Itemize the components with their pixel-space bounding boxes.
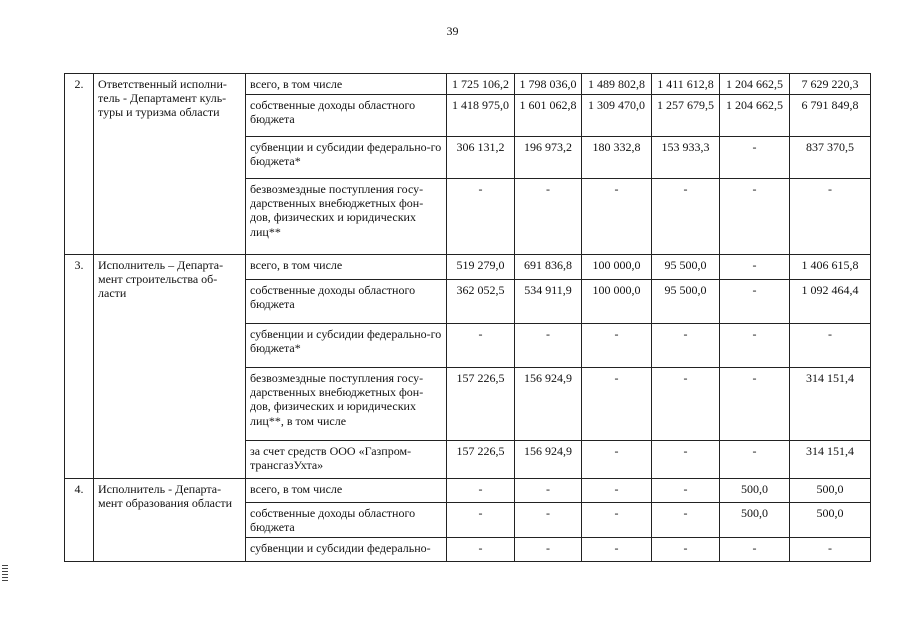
amount-cell: - (652, 324, 720, 368)
amount-cell: 1 489 802,8 (582, 74, 652, 95)
amount-cell: - (652, 179, 720, 255)
funding-source-label: собственные доходы областного бюджета (246, 95, 447, 137)
amount-cell: 95 500,0 (652, 255, 720, 280)
amount-cell: 519 279,0 (447, 255, 515, 280)
amount-cell: 1 798 036,0 (515, 74, 582, 95)
table-body (65, 74, 871, 562)
amount-cell: - (582, 179, 652, 255)
amount-cell: - (720, 280, 790, 324)
amount-cell: 500,0 (720, 479, 790, 503)
amount-cell: 1 411 612,8 (652, 74, 720, 95)
amount-cell: 691 836,8 (515, 255, 582, 280)
amount-cell: - (582, 538, 652, 562)
funding-source-label: собственные доходы областного бюджета (246, 280, 447, 324)
amount-cell: 95 500,0 (652, 280, 720, 324)
funding-source-label: безвозмездные поступления госу-дарственных внебюджетных фон-дов, физических и юридических лиц** (246, 179, 447, 255)
total-cell: - (790, 324, 871, 368)
amount-cell: - (515, 538, 582, 562)
funding-source-label: субвенции и субсидии федерально-го бюджета* (246, 324, 447, 368)
total-cell: 6 791 849,8 (790, 95, 871, 137)
amount-cell: 1 601 062,8 (515, 95, 582, 137)
funding-source-label: всего, в том числе (246, 479, 447, 503)
funding-source-label: всего, в том числе (246, 74, 447, 95)
table-row (65, 255, 871, 280)
total-cell: 837 370,5 (790, 137, 871, 179)
responsible-entity: Ответственный исполни-тель - Департамент куль-туры и туризма области (94, 74, 246, 255)
amount-cell: 1 725 106,2 (447, 74, 515, 95)
amount-cell: - (582, 441, 652, 479)
amount-cell: 100 000,0 (582, 280, 652, 324)
page-number: 39 (446, 24, 459, 38)
amount-cell: 157 226,5 (447, 441, 515, 479)
amount-cell: - (515, 179, 582, 255)
amount-cell: 306 131,2 (447, 137, 515, 179)
responsible-entity: Исполнитель – Департа-мент строительства об-ласти (94, 255, 246, 479)
amount-cell: - (582, 324, 652, 368)
amount-cell: 196 973,2 (515, 137, 582, 179)
amount-cell: - (720, 324, 790, 368)
total-cell: 314 151,4 (790, 441, 871, 479)
amount-cell: 180 332,8 (582, 137, 652, 179)
row-index: 2. (65, 74, 94, 255)
amount-cell: 157 226,5 (447, 368, 515, 441)
amount-cell: - (515, 479, 582, 503)
amount-cell: - (652, 479, 720, 503)
amount-cell: - (652, 441, 720, 479)
amount-cell: - (720, 137, 790, 179)
amount-cell: - (447, 538, 515, 562)
amount-cell: 100 000,0 (582, 255, 652, 280)
amount-cell: 1 204 662,5 (720, 74, 790, 95)
total-cell: - (790, 538, 871, 562)
budget-table (64, 73, 871, 562)
amount-cell: - (447, 503, 515, 538)
row-index: 3. (65, 255, 94, 479)
funding-source-label: безвозмездные поступления госу-дарственных внебюджетных фон-дов, физических и юридических лиц**, в том числе (246, 368, 447, 441)
total-cell: 500,0 (790, 479, 871, 503)
table-row (65, 479, 871, 503)
amount-cell: 1 418 975,0 (447, 95, 515, 137)
funding-source-label: всего, в том числе (246, 255, 447, 280)
funding-source-label: за счет средств ООО «Газпром-трансгазУхта» (246, 441, 447, 479)
amount-cell: - (582, 368, 652, 441)
amount-cell: - (720, 255, 790, 280)
total-cell: 1 092 464,4 (790, 280, 871, 324)
amount-cell: 1 204 662,5 (720, 95, 790, 137)
amount-cell: 362 052,5 (447, 280, 515, 324)
amount-cell: 1 309 470,0 (582, 95, 652, 137)
amount-cell: - (447, 324, 515, 368)
amount-cell: - (447, 479, 515, 503)
total-cell: 500,0 (790, 503, 871, 538)
amount-cell: - (652, 538, 720, 562)
amount-cell: 534 911,9 (515, 280, 582, 324)
amount-cell: - (447, 179, 515, 255)
amount-cell: - (582, 479, 652, 503)
total-cell: 314 151,4 (790, 368, 871, 441)
total-cell: 7 629 220,3 (790, 74, 871, 95)
table-row (65, 74, 871, 95)
total-cell: - (790, 179, 871, 255)
amount-cell: 500,0 (720, 503, 790, 538)
amount-cell: - (515, 503, 582, 538)
amount-cell: - (720, 441, 790, 479)
margin-tick-marks (2, 565, 8, 583)
funding-source-label: субвенции и субсидии федерально-го бюджета* (246, 137, 447, 179)
amount-cell: - (652, 503, 720, 538)
amount-cell: - (515, 324, 582, 368)
amount-cell: 1 257 679,5 (652, 95, 720, 137)
responsible-entity: Исполнитель - Департа-мент образования области (94, 479, 246, 562)
total-cell: 1 406 615,8 (790, 255, 871, 280)
amount-cell: 153 933,3 (652, 137, 720, 179)
funding-source-label: субвенции и субсидии федерально- (246, 538, 447, 562)
amount-cell: - (720, 538, 790, 562)
amount-cell: 156 924,9 (515, 368, 582, 441)
amount-cell: - (720, 368, 790, 441)
amount-cell: - (652, 368, 720, 441)
row-index: 4. (65, 479, 94, 562)
funding-source-label: собственные доходы областного бюджета (246, 503, 447, 538)
amount-cell: - (720, 179, 790, 255)
amount-cell: - (582, 503, 652, 538)
amount-cell: 156 924,9 (515, 441, 582, 479)
